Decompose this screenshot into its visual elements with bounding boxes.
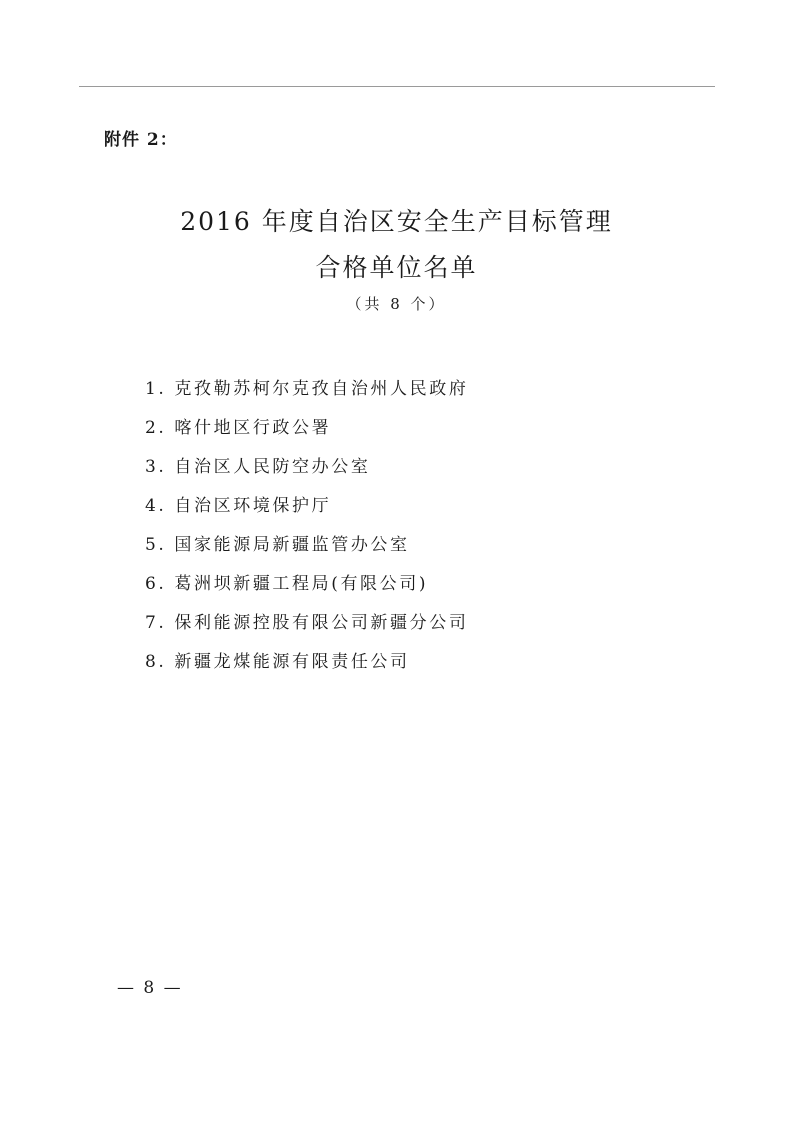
document-title-line-1: 2016 年度自治区安全生产目标管理 [180, 207, 613, 236]
list-item: 2. 喀什地区行政公署 [145, 418, 332, 438]
list-item: 1. 克孜勒苏柯尔克孜自治州人民政府 [145, 379, 469, 399]
attachment-label: 附件 2： [104, 130, 178, 150]
title-block [0, 200, 793, 318]
list-item: 7. 保利能源控股有限公司新疆分公司 [145, 613, 469, 633]
list-item: 4. 自治区环境保护厅 [145, 496, 332, 516]
qualified-units-list [145, 370, 468, 682]
list-item: 3. 自治区人民防空办公室 [145, 457, 371, 477]
document-title-line-2: 合格单位名单 [315, 253, 478, 282]
list-item: 6. 葛洲坝新疆工程局(有限公司) [145, 574, 429, 594]
list-item: 5. 国家能源局新疆监管办公室 [145, 535, 410, 555]
page-number: — 8 — [117, 978, 183, 998]
document-subtitle: （共 8 个） [346, 295, 447, 313]
list-item: 8. 新疆龙煤能源有限责任公司 [145, 652, 410, 672]
header-rule [79, 86, 715, 87]
